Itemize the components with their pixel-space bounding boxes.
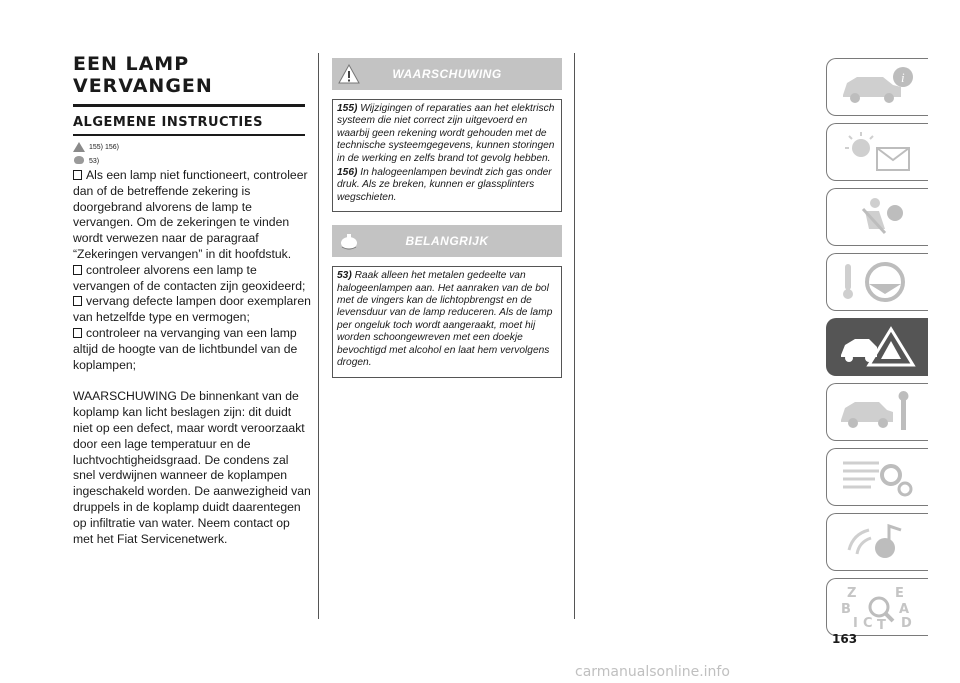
bullet-item: controleer alvorens een lamp te vervangen of de contacten zijn geoxideerd; bbox=[73, 262, 306, 293]
subsection-title: ALGEMENE INSTRUCTIES bbox=[73, 115, 264, 130]
warning-label: WAARSCHUWING bbox=[392, 67, 502, 81]
note-item: 156) In halogeenlampen bevindt zich gas onder druk. Als ze breken, kunnen er glassplinters wegschieten. bbox=[337, 167, 552, 203]
warning-box bbox=[332, 99, 562, 212]
bullet-item: vervang defecte lampen door exemplaren van hetzelfde type en vermogen; bbox=[73, 294, 311, 325]
car-info-icon bbox=[839, 65, 919, 109]
nav-tab-maintenance[interactable] bbox=[826, 383, 928, 441]
warning-triangle-icon bbox=[338, 64, 360, 84]
title-divider bbox=[73, 104, 305, 107]
oil-can-icon bbox=[338, 231, 360, 251]
svg-text:C: C bbox=[863, 616, 873, 629]
svg-text:i: i bbox=[901, 70, 905, 85]
technical-data-icon bbox=[839, 455, 919, 499]
important-header bbox=[332, 225, 562, 257]
steering-wheel-key-icon bbox=[839, 260, 919, 304]
svg-text:A: A bbox=[899, 602, 910, 617]
bullet-item: controleer na vervanging van een lamp altijd de hoogte van de lichtbundel van de koplampen; bbox=[73, 325, 298, 372]
svg-text:E: E bbox=[895, 586, 904, 601]
note-number: 156) bbox=[337, 167, 358, 179]
column-divider bbox=[318, 53, 319, 619]
bullet-icon bbox=[73, 328, 82, 338]
nav-tab-technical-data[interactable] bbox=[826, 448, 928, 506]
emergency-breakdown-icon bbox=[839, 325, 919, 369]
important-box bbox=[332, 266, 562, 377]
note-item: 155) Wijzigingen of reparaties aan het elektrisch systeem die niet correct zijn uitgevoerd en waarbij geen rekening wordt gehouden met de technische systeemgegevens, kunnen storingen in de werking en zelfs brand tot gevolg hebben. bbox=[337, 103, 555, 164]
note-number: 155) bbox=[337, 103, 358, 114]
subsection-divider bbox=[73, 134, 305, 136]
nav-tab-index[interactable] bbox=[826, 578, 928, 636]
intro-paragraph: Als een lamp niet functioneert, controleer dan of de betreffende zekering is doorgebrand alvorens de lamp te vervangen. Om de zekeringen te vinden wordt verwezen naar de paragraaf “Zekeringen vervangen” in dit hoofdstuk. bbox=[73, 168, 308, 261]
warning-reference bbox=[73, 140, 313, 154]
multimedia-icon bbox=[839, 520, 919, 564]
index-az-icon bbox=[839, 585, 919, 629]
nav-tab-starting-driving[interactable] bbox=[826, 253, 928, 311]
svg-text:Z: Z bbox=[847, 586, 857, 601]
svg-text:D: D bbox=[901, 616, 912, 629]
column-divider bbox=[574, 53, 575, 619]
footer-watermark[interactable]: carmanualsonline.info bbox=[575, 664, 730, 680]
main-column bbox=[73, 53, 313, 547]
warning-reference-codes: 155) 156) bbox=[89, 143, 119, 151]
bullet-icon bbox=[73, 296, 82, 306]
note-item: 53) Raak alleen het metalen gedeelte van halogeenlampen aan. Het aanraken van de bol met de vingers kan de lichtopbrengst en de levensduur van de lamp reduceren. Als de lamp per ongeluk toch wordt aangeraakt, moet hij worden schoongewreven met een doekje bevochtigd met alcohol en laat hem vervolgens drogen. bbox=[337, 270, 553, 369]
svg-text:I: I bbox=[853, 616, 858, 629]
important-reference bbox=[73, 154, 313, 168]
nav-tab-car-info[interactable] bbox=[826, 58, 928, 116]
svg-text:T: T bbox=[877, 618, 886, 629]
bullet-icon bbox=[73, 170, 82, 180]
section-title bbox=[73, 53, 313, 97]
nav-tab-lights-messages[interactable] bbox=[826, 123, 928, 181]
warning-header bbox=[332, 58, 562, 90]
nav-tab-multimedia[interactable] bbox=[826, 513, 928, 571]
oil-can-icon bbox=[73, 156, 85, 166]
notes-column bbox=[332, 58, 562, 378]
lights-messages-icon bbox=[839, 130, 919, 174]
important-label: BELANGRIJK bbox=[405, 234, 489, 249]
safety-airbag-icon bbox=[839, 195, 919, 239]
note-number: 53) bbox=[337, 270, 352, 282]
svg-text:B: B bbox=[841, 602, 851, 617]
warning-paragraph: WAARSCHUWING De binnenkant van de koplamp kan licht beslagen zijn: dit duidt niet op een defect, maar wordt veroorzaakt door een lage temperatuur en de luchtvochtigheidsgraad. De condens zal snel verdwijnen wanneer de koplampen ingeschakeld worden. De aanwezigheid van druppels in de koplamp duidt daarentegen op infiltratie van water. Neem contact op met het Fiat Servicenetwerk. bbox=[73, 389, 311, 546]
chapter-nav bbox=[826, 58, 929, 643]
nav-tab-safety[interactable] bbox=[826, 188, 928, 246]
important-reference-codes: 53) bbox=[89, 157, 100, 165]
nav-tab-emergency[interactable] bbox=[826, 318, 928, 376]
page-number: 163 bbox=[832, 632, 858, 646]
car-maintenance-icon bbox=[839, 390, 919, 434]
warning-triangle-icon bbox=[73, 142, 85, 152]
bullet-icon bbox=[73, 265, 82, 275]
section-title-line2: VERVANGEN bbox=[73, 75, 213, 97]
section-title-line1: EEN LAMP bbox=[73, 53, 190, 75]
body-text bbox=[73, 168, 313, 547]
